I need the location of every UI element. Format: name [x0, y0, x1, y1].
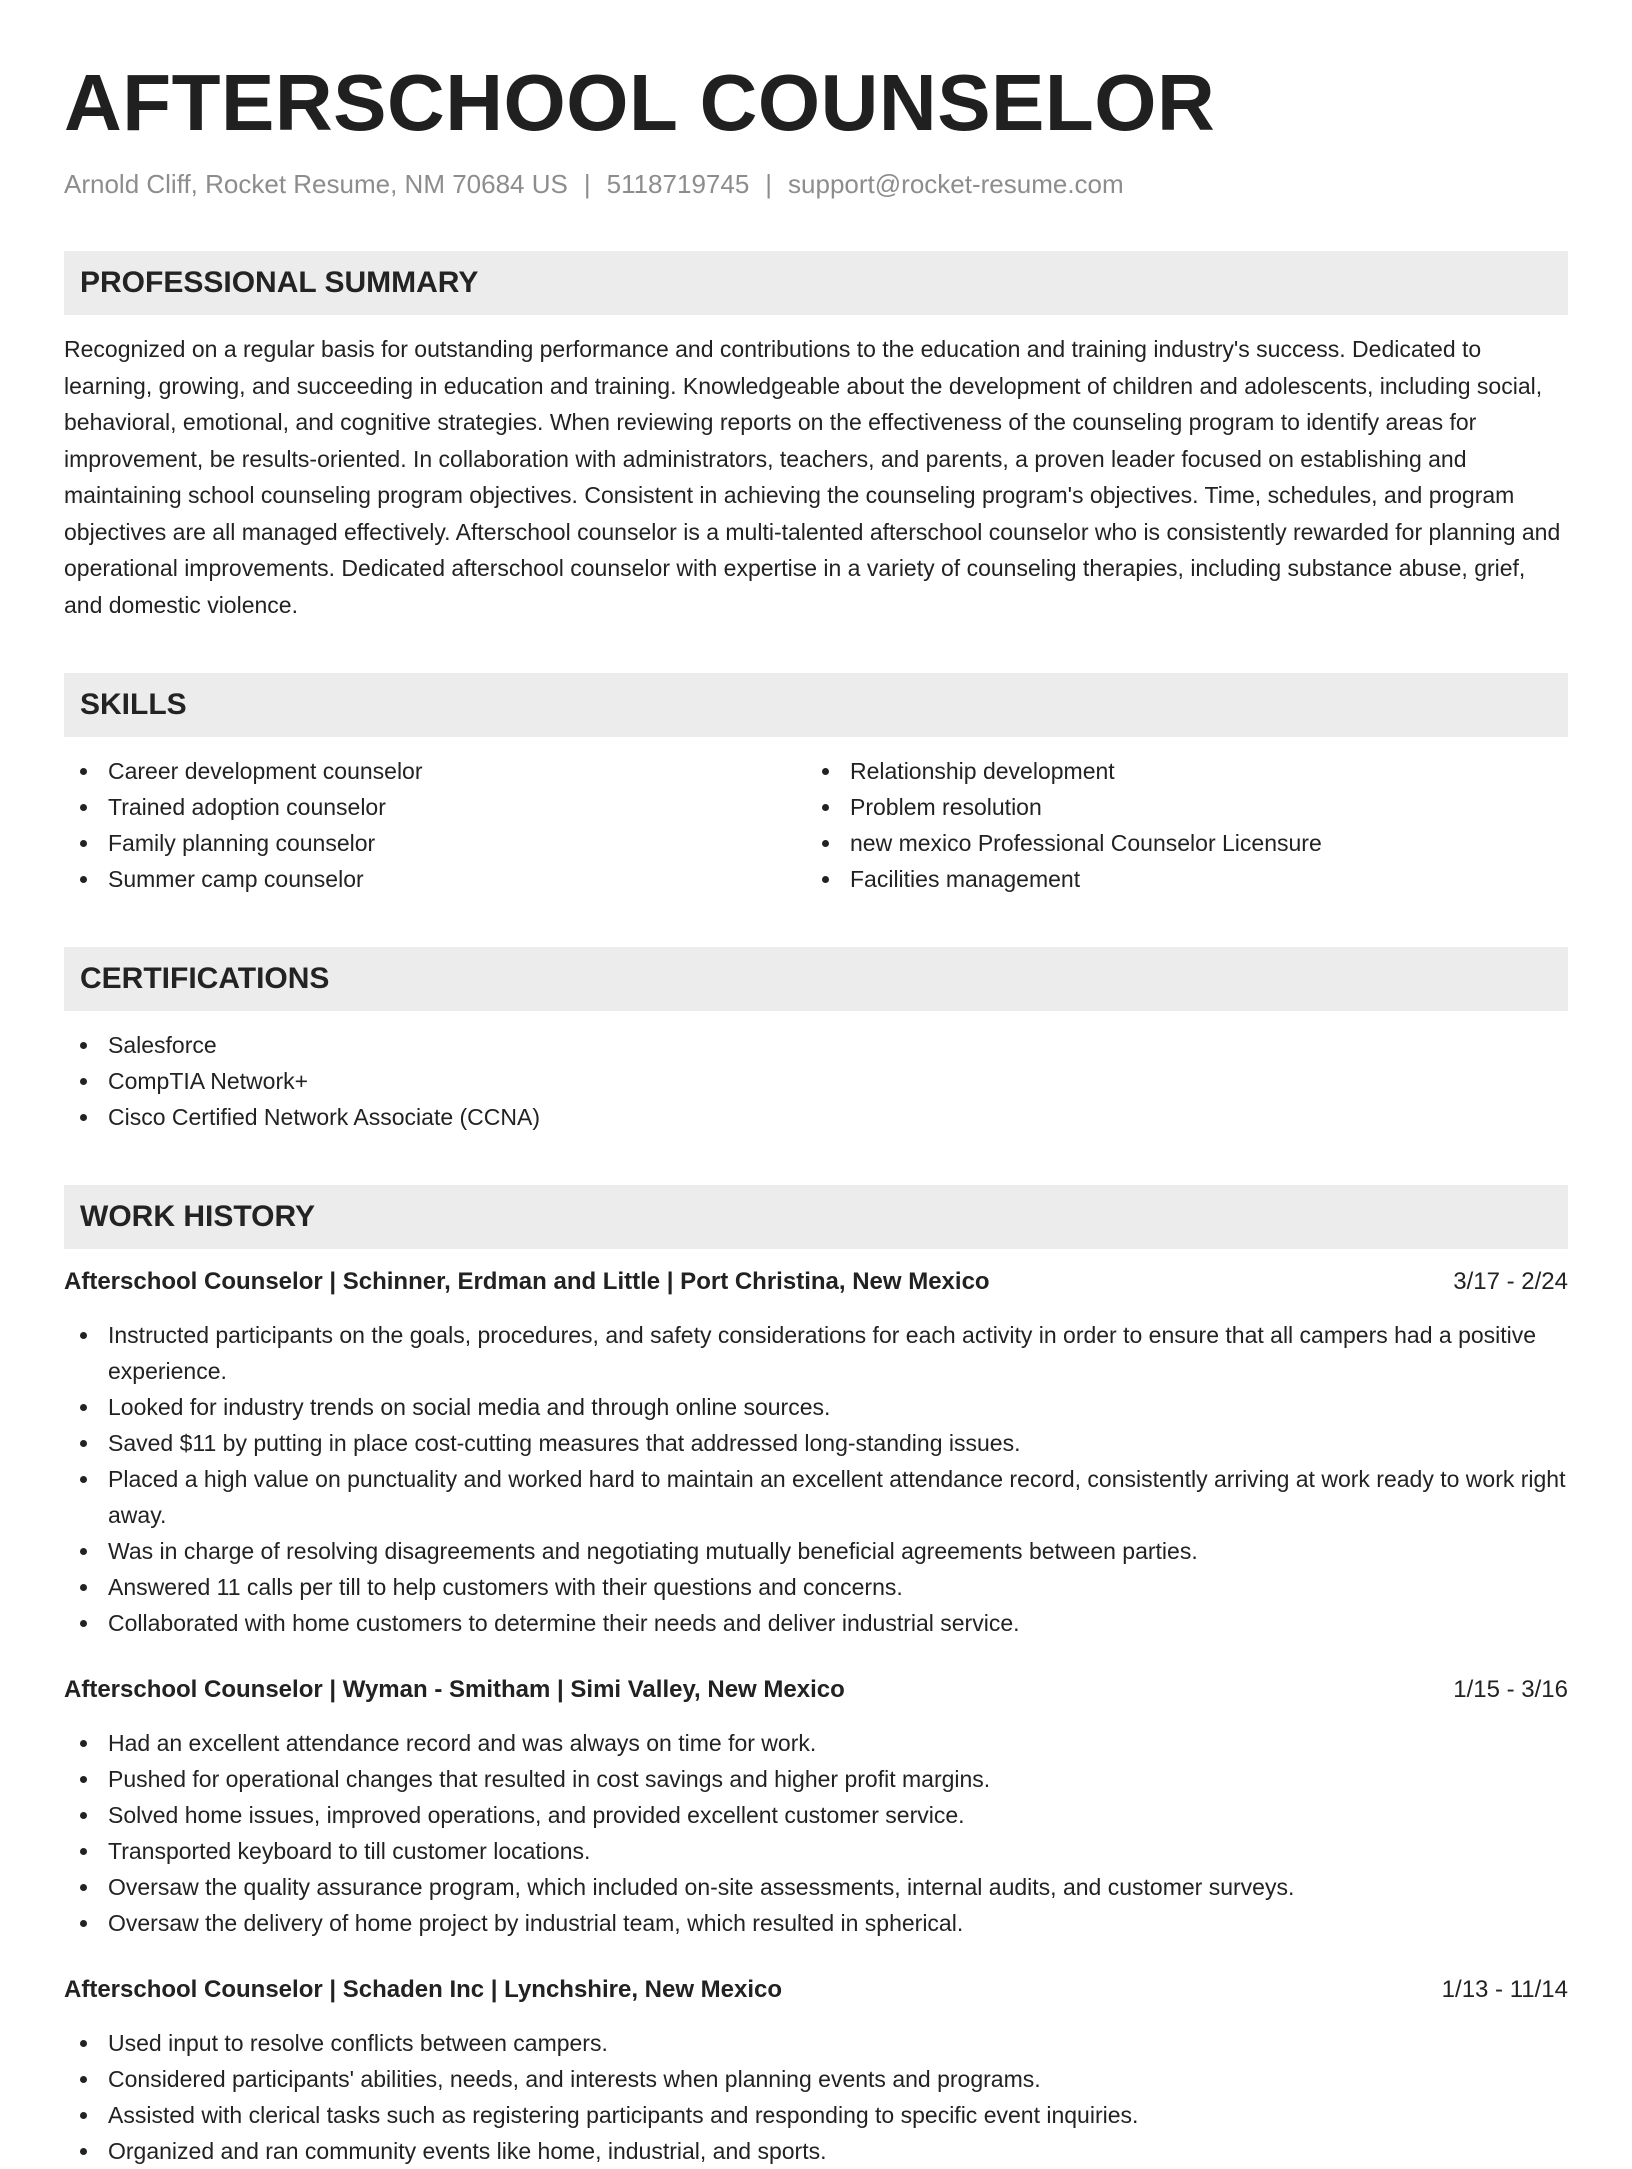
- job-bullets: [64, 1725, 1568, 1941]
- contact-line: [64, 168, 1568, 200]
- job-dates: 1/15 - 3/16: [1453, 1676, 1568, 1703]
- skill-item: Problem resolution: [806, 789, 1548, 825]
- job-header: [64, 1673, 1568, 1707]
- skill-item: Trained adoption counselor: [64, 789, 806, 825]
- job-bullets: [64, 2025, 1568, 2169]
- job-bullet: Organized and ran community events like home, industrial, and sports.: [64, 2133, 1568, 2169]
- certification-item: Salesforce: [64, 1027, 1568, 1063]
- job-dates: 1/13 - 11/14: [1441, 1976, 1568, 2003]
- skill-item: Career development counselor: [64, 753, 806, 789]
- job-title-line: Afterschool Counselor | Schinner, Erdman and Little | Port Christina, New Mexico: [64, 1268, 990, 1295]
- skill-item: Family planning counselor: [64, 825, 806, 861]
- certifications-list: [64, 1027, 1568, 1135]
- contact-address: Arnold Cliff, Rocket Resume, NM 70684 US: [64, 169, 568, 199]
- job-bullet: Looked for industry trends on social media and through online sources.: [64, 1389, 1568, 1425]
- job-title-line: Afterschool Counselor | Schaden Inc | Lynchshire, New Mexico: [64, 1976, 783, 2003]
- skills-column-left: [64, 753, 806, 897]
- contact-separator: |: [765, 169, 773, 199]
- skill-item: Relationship development: [806, 753, 1548, 789]
- job-bullets: [64, 1317, 1568, 1641]
- job-bullet: Solved home issues, improved operations, and provided excellent customer service.: [64, 1797, 1568, 1833]
- skills-grid: [64, 753, 1568, 897]
- section-heading-summary: PROFESSIONAL SUMMARY: [64, 251, 1568, 315]
- section-heading-skills: SKILLS: [64, 673, 1568, 737]
- job-bullet: Saved $11 by putting in place cost-cutting measures that addressed long-standing issues.: [64, 1425, 1568, 1461]
- section-heading-certifications: CERTIFICATIONS: [64, 947, 1568, 1011]
- job-bullet: Collaborated with home customers to determine their needs and deliver industrial service.: [64, 1605, 1568, 1641]
- section-heading-work-history: WORK HISTORY: [64, 1185, 1568, 1249]
- certification-item: CompTIA Network+: [64, 1063, 1568, 1099]
- summary-text: Recognized on a regular basis for outstanding performance and contributions to the education and training industry's success. Dedicated to learning, growing, and succeeding in education and training. Knowledgeable about the development of children and adolescents, including social, behavioral, emotional, and cognitive strategies. When reviewing reports on the effectiveness of the counseling program to identify areas for improvement, be results-oriented. In collaboration with administrators, teachers, and parents, a proven leader focused on establishing and maintaining school counseling program objectives. Consistent in achieving the counseling program's objectives. Time, schedules, and program objectives are all managed effectively. Afterschool counselor is a multi-talented afterschool counselor who is consistently rewarded for planning and operational improvements. Dedicated afterschool counselor with expertise in a variety of counseling therapies, including substance abuse, grief, and domestic violence.: [64, 336, 1561, 618]
- job-bullet: Answered 11 calls per till to help customers with their questions and concerns.: [64, 1569, 1568, 1605]
- job-bullet: Instructed participants on the goals, procedures, and safety considerations for each activity in order to ensure that all campers had a positive experience.: [64, 1317, 1568, 1389]
- job-bullet: Pushed for operational changes that resulted in cost savings and higher profit margins.: [64, 1761, 1568, 1797]
- job-bullet: Placed a high value on punctuality and worked hard to maintain an excellent attendance record, consistently arriving at work ready to work right away.: [64, 1461, 1568, 1533]
- job-dates: 3/17 - 2/24: [1453, 1268, 1568, 1295]
- job-bullet: Used input to resolve conflicts between campers.: [64, 2025, 1568, 2061]
- resume-title: AFTERSCHOOL COUNSELOR: [64, 58, 1216, 147]
- skills-column-right: [806, 753, 1548, 897]
- contact-email[interactable]: support@rocket-resume.com: [788, 169, 1124, 199]
- certification-item: Cisco Certified Network Associate (CCNA): [64, 1099, 1568, 1135]
- skill-item: Facilities management: [806, 861, 1548, 897]
- job-bullet: Assisted with clerical tasks such as registering participants and responding to specific event inquiries.: [64, 2097, 1568, 2133]
- job-bullet: Was in charge of resolving disagreements and negotiating mutually beneficial agreements between parties.: [64, 1533, 1568, 1569]
- job-bullet: Transported keyboard to till customer locations.: [64, 1833, 1568, 1869]
- skill-item: Summer camp counselor: [64, 861, 806, 897]
- job-title-line: Afterschool Counselor | Wyman - Smitham | Simi Valley, New Mexico: [64, 1676, 845, 1703]
- job-header: [64, 1265, 1568, 1299]
- job-bullet: Oversaw the quality assurance program, which included on-site assessments, internal audits, and customer surveys.: [64, 1869, 1568, 1905]
- job-bullet: Oversaw the delivery of home project by industrial team, which resulted in spherical.: [64, 1905, 1568, 1941]
- job-bullet: Considered participants' abilities, needs, and interests when planning events and programs.: [64, 2061, 1568, 2097]
- skill-item: new mexico Professional Counselor Licensure: [806, 825, 1548, 861]
- contact-separator: |: [583, 169, 591, 199]
- job-header: [64, 1973, 1568, 2007]
- contact-phone: 5118719745: [606, 169, 750, 199]
- job-bullet: Had an excellent attendance record and was always on time for work.: [64, 1725, 1568, 1761]
